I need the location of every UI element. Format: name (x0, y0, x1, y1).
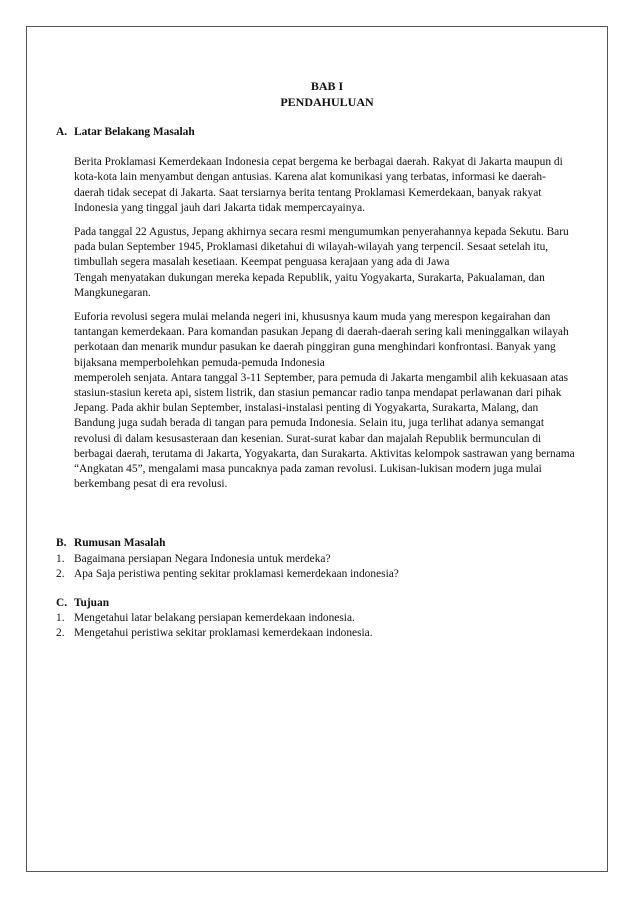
paragraph-3: Tengah menyatakan dukungan mereka kepada Republik, yaitu Yogyakarta, Surakarta, Pakualaman, dan Mangkunegaran. (74, 271, 545, 299)
section-c-title: Tujuan (74, 597, 110, 610)
section-b-list (56, 552, 576, 582)
list-item: 1. Bagaimana persiapan Negara Indonesia untuk merdeka? (56, 552, 331, 565)
paragraph-2: Pada tanggal 22 Agustus, Jepang akhirnya secara resmi mengumumkan penyerahannya kepada Sekutu. Baru pada bulan September 1945, Proklamasi diketahui di wilayah-wilayah yang terpencil. Sesaat setelah itu, timbullah segera masalah kesetiaan. Keempat penguasa kerajaan yang ada di Jawa (74, 226, 569, 269)
chapter-number: BAB I (310, 79, 344, 93)
list-item: 2. Mengetahui peristiwa sekitar proklamasi kemerdekaan indonesia. (56, 627, 373, 640)
chapter-title: PENDAHULUAN (280, 94, 374, 109)
section-c-list (56, 611, 576, 641)
section-b-title: Rumusan Masalah (74, 537, 166, 550)
paragraph-1: Berita Proklamasi Kemerdekaan Indonesia cepat bergema ke berbagai daerah. Rakyat di Jakarta maupun di kota-kota lain menyambut dengan antusias. Karena alat komunikasi yang terbatas, informasi ke daerah-daerah tidak secepat di Jakarta. Saat tersiarnya berita tentang Proklamasi Kemerdekaan, banyak rakyat Indonesia yang tinggal jauh dari Jakarta tidak mempercayainya. (74, 156, 563, 214)
section-a-letter: A. (56, 126, 68, 138)
section-a-heading (56, 125, 576, 140)
list-item: 2. Apa Saja peristiwa penting sekitar proklamasi kemerdekaan indonesia? (56, 567, 399, 580)
section-c-letter: C. (56, 597, 68, 610)
section-a-title: Latar Belakang Masalah (74, 126, 195, 138)
section-a-content (56, 155, 576, 492)
section-c-heading (56, 596, 576, 611)
section-b-heading (56, 536, 576, 551)
page-border (26, 26, 608, 872)
list-item: 1. Mengetahui latar belakang persiapan kemerdekaan indonesia. (56, 612, 355, 625)
paragraph-4: Euforia revolusi segera mulai melanda negeri ini, khususnya kaum muda yang merespon kegairahan dan tantangan kemerdekaan. Para komandan pasukan Jepang di daerah-daerah sering kali meninggalkan wilayah perkotaan dan menarik mundur pasukan ke daerah pinggiran guna menghindari konfrontasi. Banyak yang bijaksana memperbolehkan pemuda-pemuda Indonesia (74, 311, 569, 369)
section-b-letter: B. (56, 537, 67, 550)
document-body (56, 79, 576, 642)
paragraph-5: memperoleh senjata. Antara tanggal 3-11 September, para pemuda di Jakarta mengambil alih kekuasaan atas stasiun-stasiun kereta api, sistem listrik, dan stasiun pemancar radio tanpa mendapat perlawanan dari pihak Jepang. Pada akhir bulan September, instalasi-instalasi penting di Yogyakarta, Surakarta, Malang, dan Bandung juga sudah berada di tangan para pemuda Indonesia. Selain itu, juga terlihat adanya semangat revolusi di dalam kesusasteraan dan kesenian. Surat-surat kabar dan majalah Republik bermunculan di berbagai daerah, terutama di Jakarta, Yogyakarta, dan Surakarta. Aktivitas kelompok sastrawan yang bernama “Angkatan 45”, mengalami masa puncaknya pada zaman revolusi. Lukisan-lukisan modern juga mulai berkembang pesat di era revolusi. (74, 371, 575, 491)
